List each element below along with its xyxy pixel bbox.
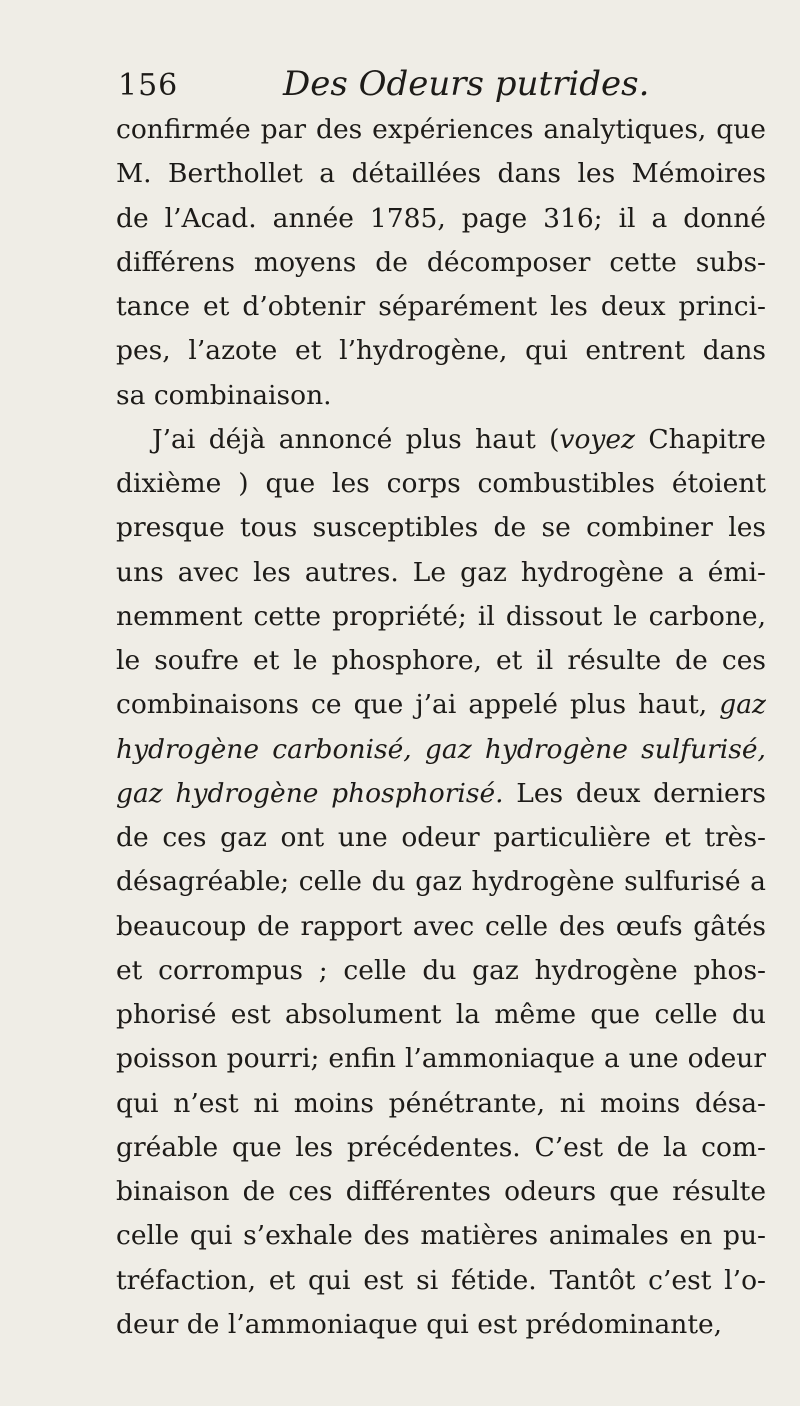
text-line bbox=[116, 418, 766, 462]
text-line: phorisé est absolument la même que celle du bbox=[116, 999, 766, 1030]
body-text bbox=[116, 108, 766, 1347]
text-line: pes, l’azote et l’hydrogène, qui entrent dans bbox=[116, 335, 766, 367]
text-line: désagréable; celle du gaz hydrogène sulfurisé a bbox=[116, 866, 766, 898]
italic-text: hydrogène carbonisé, gaz hydrogène sulfurisé, bbox=[116, 733, 766, 765]
text-line: le soufre et le phosphore, et il résulte de ces bbox=[116, 645, 766, 676]
text-span: combinaisons ce que j’ai appelé plus haut, bbox=[116, 689, 720, 721]
text-line: M. Berthollet a détaillées dans les Mémoires bbox=[116, 158, 766, 190]
italic-text: voyez bbox=[559, 423, 636, 455]
text-line: gréable que les précédentes. C’est de la com- bbox=[116, 1131, 766, 1163]
italic-text: gaz bbox=[719, 689, 766, 721]
text-span: Les deux derniers bbox=[503, 777, 766, 809]
text-line: sa combinaison. bbox=[116, 379, 332, 411]
text-line: deur de l’ammoniaque qui est prédominante, bbox=[116, 1308, 723, 1340]
text-line: beaucoup de rapport avec celle des œufs gâtés bbox=[116, 910, 766, 942]
text-line: binaison de ces différentes odeurs que résulte bbox=[116, 1176, 766, 1207]
text-line: tréfaction, et qui est si fétide. Tantôt c’est l’o- bbox=[116, 1264, 766, 1296]
text-span: Chapitre bbox=[635, 423, 766, 455]
page-number: 156 bbox=[118, 68, 179, 103]
text-line: différens moyens de décomposer cette subs- bbox=[116, 246, 766, 278]
text-line: nemment cette propriété; il dissout le carbone, bbox=[116, 600, 766, 632]
text-line: confirmée par des expériences analytiques, que bbox=[116, 114, 766, 145]
text-line: poisson pourri; enfin l’ammoniaque a une odeur bbox=[116, 1043, 766, 1075]
text-line: presque tous susceptibles de se combiner les bbox=[116, 512, 766, 544]
text-line bbox=[116, 683, 766, 727]
italic-text: gaz hydrogène phosphorisé. bbox=[116, 777, 504, 809]
text-line bbox=[116, 772, 766, 816]
running-title: Des Odeurs putrides. bbox=[283, 64, 650, 104]
text-line: qui n’est ni moins pénétrante, ni moins désa- bbox=[116, 1087, 766, 1119]
text-line: celle qui s’exhale des matières animales en pu- bbox=[116, 1220, 766, 1252]
text-line: uns avec les autres. Le gaz hydrogène a émi- bbox=[116, 556, 766, 588]
text-line: de l’Acad. année 1785, page 316; il a donné bbox=[116, 202, 766, 234]
text-line: tance et d’obtenir séparément les deux princi- bbox=[116, 291, 766, 322]
page-header bbox=[118, 62, 760, 112]
text-line: de ces gaz ont une odeur particulière et très- bbox=[116, 822, 766, 853]
text-line: dixième ) que les corps combustibles étoient bbox=[116, 468, 766, 499]
text-line bbox=[116, 728, 766, 772]
text-span: J’ai déjà annoncé plus haut ( bbox=[152, 423, 560, 455]
text-line: et corrompus ; celle du gaz hydrogène phos- bbox=[116, 954, 766, 986]
